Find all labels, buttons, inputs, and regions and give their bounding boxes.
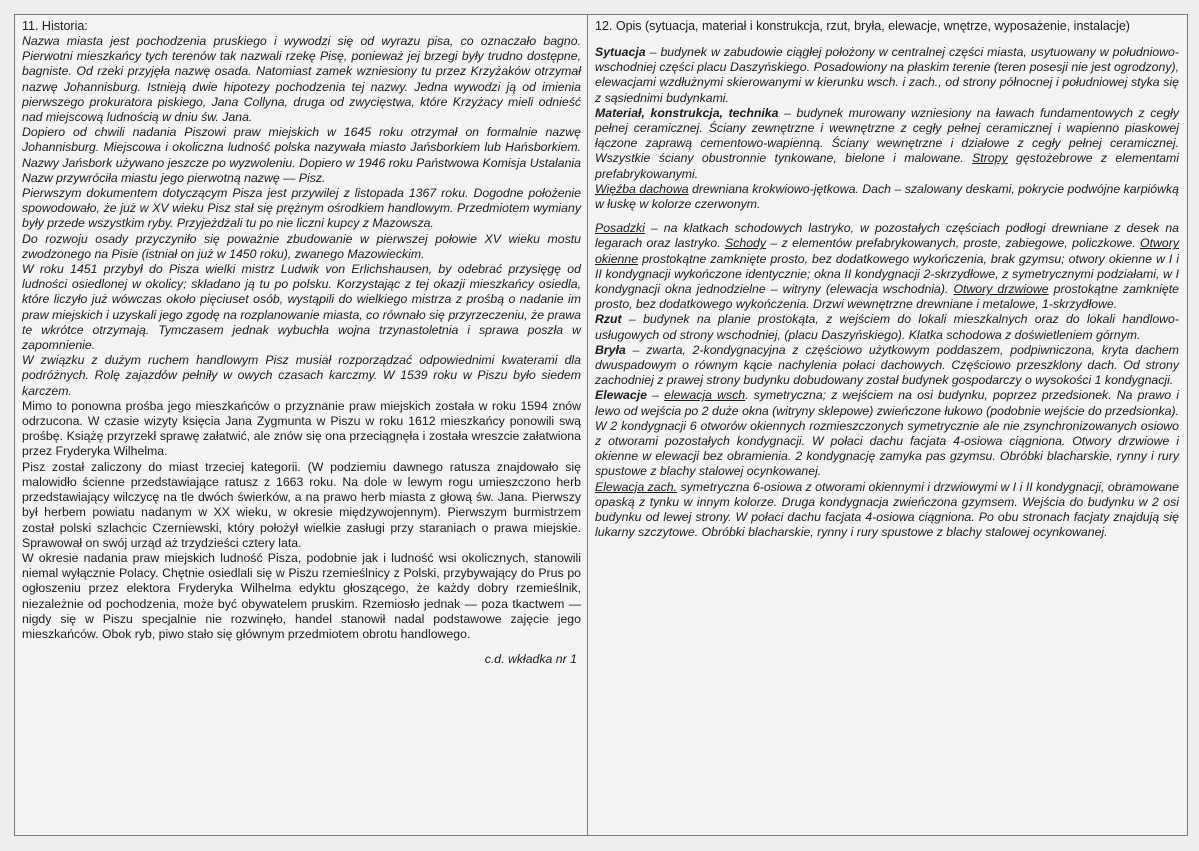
history-paragraph: W okresie nadania praw miejskich ludność Pisza, podobnie jak i ludność wsi okolicznych, stanowili niemal wyłącznie Polacy. Chętnie osiedlali się w Piszu rzemieślnicy z Polski, przybywający do Prus po ogłoszeniu przez elektora Fryderyka Wilhelma edyktu głoszącego, że każdy dobry rzemieślnik, niezależnie od pochodzenia, może być obywatelem pruskim. Rzemiosło jednak — poza tkactwem — nigdy się w Piszu specjalnie nie rozwinęło, handel stanowił nadal podstawowe zajęcie jego mieszkańców. Obok ryb, piwo stało się głównym przedmiotem obrotu handlowego.	[22, 550, 581, 641]
history-paragraph: W związku z dużym ruchem handlowym Pisz musiał rozporządzać odpowiednimi kwaterami dla podróżnych. Rolę zajazdów pełniły w owych czasach karczmy. W 1539 roku w Piszu było siedem karczem.	[22, 353, 581, 398]
door-openings-text: prostokątne zamknięte prosto, bez dodatkowego wykończenia. Drzwi wewnętrzne drewniane i metalowe, 1-skrzydłowe.	[595, 282, 1179, 312]
floors-text: – na klatkach schodowych lastryko, w pozostałych częściach podłogi drewniane z desek na legarach oraz lastryko.	[595, 221, 1179, 251]
facades-paragraph	[595, 388, 1179, 540]
history-paragraph: Do rozwoju osady przyczyniło się poważnie zbudowanie w pierwszej połowie XV wieku mostu zwodzonego na Pisie (istniał on już w 1450 roku), zwanego Mazowieckim.	[22, 231, 581, 261]
east-facade-text: . symetryczna; z wejściem na osi budynku, poprzez przedsionek. Na prawo i lewo od wejścia po 2 duże okna (witryny sklepowe) zwieńczone łukowo (podobnie wejście do przedsionka). W 2 kondygnacji 6 otworów okiennych rozmieszczonych symetrycznie ale nie zsynchronizowanych osiowo z otworami pozostałych kondygnacji. W połaci dachu facjata 4-osiowa ciągniona. Otwory drzwiowe i okienne w elewacji bez obramienia. 2 kondygnację zamyka pas gzymsu. Obróbki blacharskie, rynny i rury spustowe z blachy stalowej ocynkowanej.	[595, 388, 1179, 479]
history-paragraph: Nazwa miasta jest pochodzenia pruskiego i wywodzi się od wyrazu pisa, co oznaczało bagno. Pierwotni mieszkańcy tych terenów tak nazwali rzekę Pisę, ponieważ jej brzegi były trudno dostępne, bagniste. Od rzeki przyjęła nazwę osada. Natomiast zamek wzniesiony tu przez Krzyżaków otrzymał nazwę Johannisburg. Istnieją dwie hipotezy pochodzenia tej nazwy. Jedna wywodzi ją od imienia pierwszego prokuratora piskiego, Jana Collyna, druga od zwycięstwa, które Krzyżacy mieli odnieść nad miejscową ludnością w dniu św. Jana.	[22, 34, 581, 125]
description-column	[588, 15, 1187, 835]
plan-paragraph	[595, 312, 1179, 342]
situation-paragraph	[595, 45, 1179, 106]
window-openings-label: Otwory okienne	[595, 236, 1179, 266]
material-text: – budynek murowany wzniesiony na ławach fundamentowych z cegły pełnej ceramicznej. Ściany zewnętrzne i wewnętrzne z cegły pełnej ceramicznej i wapienno piaskowej łączone zaprawą cementowo-wapienną. Ściany wewnętrzne i działowe z cegły pełnej ceramicznej. Wszystkie ściany obustronnie tynkowane, bielone i malowane.	[595, 105, 1179, 166]
history-paragraph: W roku 1451 przybył do Pisza wielki mistrz Ludwik von Erlichshausen, by odebrać przysięgę od ludności osiedlonej w okolicy; składano ją tu po polsku. Korzystając z tej okazji mieszkańcy osiedla, które liczyło już wówczas około pięciuset osób, wystąpili do wielkiego mistrza z prośbą o nadanie im praw miejskich i uzyskali jego zgodę na rozplanowanie miasta, co równało się przyrzeczeniu, że prawa te wkrótce otrzymają. Tymczasem jednak wybuchła wojna trzynastoletnia i sprawa poszła w zapomnienie.	[22, 262, 581, 353]
floors-paragraph	[595, 221, 1179, 312]
material-paragraph	[595, 106, 1179, 212]
history-column	[15, 15, 588, 835]
ceilings-text: gęstożebrowe z elementami prefabrykowanymi.	[595, 151, 1179, 181]
window-openings-text: prostokątne zamknięte prosto, bez dodatkowego wykończenia, brak gzymsu; otwory okienne w I i II kondygnacji wykończone identycznie; okna II kondygnacji 2-skrzydłowe, z symetrycznymi podziałami, w I kondygnacji okna jednodzielne – witryny (elewacja wschodnia).	[595, 251, 1179, 297]
continuation-note: c.d. wkładka nr 1	[484, 652, 577, 667]
history-header: 11. Historia:	[22, 19, 88, 33]
ceilings-label: Stropy	[972, 151, 1008, 166]
form-sheet	[14, 14, 1188, 836]
facades-separator: –	[646, 388, 665, 403]
material-label: Materiał, konstrukcja, technika	[595, 105, 779, 120]
stairs-text: – z elementów prefabrykowanych, proste, zabiegowe, policzkowe.	[766, 236, 1141, 251]
west-facade-label: Elewacja zach.	[595, 479, 678, 494]
massing-text: – zwarta, 2-kondygnacyjna z częściowo użytkowym poddaszem, podpiwniczona, kryta dachem dwuspadowym o równym kącie nachylenia połaci dachowych. Częściowo przeszklony dach. Od strony zachodniej z prawej strony budynku dobudowany został budynek gospodarczy o wysokości 1 kondygnacji.	[595, 342, 1179, 388]
history-paragraph: Pierwszym dokumentem dotyczącym Pisza jest przywilej z listopada 1367 roku. Dogodne położenie spowodowało, że już w XV wieku Pisz stał się prężnym ośrodkiem handlowym. Przedmiotem wymiany były przede wszystkim ryby. Przyjeżdżali tu po nie liczni kupcy z Mazowsza.	[22, 186, 581, 231]
situation-text: – budynek w zabudowie ciągłej położony w centralnej części miasta, usytuowany w południowo-wschodniej części placu Daszyńskiego. Posadowiony na płaskim terenie (teren posesji nie jest ogrodzony), elewacjami wzdłużnymi skierowanymi w kierunku wsch. i zach., od strony północnej i południowej styka się z sąsiednimi budynkami.	[595, 45, 1179, 105]
history-paragraph: Dopiero od chwili nadania Piszowi praw miejskich w 1645 roku otrzymał on formalnie nazwę Johannisburg. Miejscowa i okoliczna ludność polska nazywała miasto Jańsborkiem lub Hańsborkiem. Nazwy Jańsbork używano jeszcze po wyzwoleniu. Dopiero w 1946 roku Państwowa Komisja Ustalania Nazw przywróciła miastu jego pierwotną nazwę — Pisz.	[22, 125, 581, 185]
plan-label: Rzut	[595, 312, 622, 327]
facades-label: Elewacje	[595, 388, 647, 403]
massing-label: Bryła	[595, 342, 626, 357]
east-facade-label: elewacja wsch	[664, 388, 746, 403]
floors-label: Posadzki	[595, 221, 645, 236]
stairs-label: Schody	[725, 236, 767, 251]
plan-text: – budynek na planie prostokąta, z wejściem do lokali mieszkalnych oraz do lokali handlowo-usługowych od strony wschodniej, (placu Daszyńskiego). Klatka schodowa z doświetleniem górnym.	[595, 312, 1179, 342]
description-header: 12. Opis (sytuacja, materiał i konstrukcja, rzut, bryła, elewacje, wnętrze, wyposażenie, instalacje)	[595, 19, 1130, 33]
history-paragraph: Mimo to ponowna prośba jego mieszkańców o przyznanie praw miejskich została w roku 1594 znów odrzucona. W czasie wizyty księcia Jana Zygmunta w Piszu w roku 1612 mieszkańcy ponowili swą prośbę. Książę przyrzekł sprawę załatwić, ale znów się ona przeciągnęła i została wreszcie załatwiona przez Fryderyka Wilhelma.	[22, 398, 581, 459]
roof-truss-text: drewniana krokwiowo-jętkowa. Dach – szalowany deskami, pokrycie podwójne karpiówką w łuskę w kolorze czerwonym.	[595, 181, 1179, 212]
situation-label: Sytuacja	[595, 45, 646, 59]
door-openings-label: Otwory drzwiowe	[953, 282, 1049, 297]
west-facade-text: symetryczna 6-osiowa z otworami okiennymi i drzwiowymi w I i II kondygnacji, obramowane opaską z tynku w innym kolorze. Druga kondygnacja zwieńczona gzymsem. Wejścia do budynku w 2 osi budynku od lewej strony. W połaci dachu facjata 4-osiowa ciągniona. Po obu stronach facjaty znajdują się lukarny szczytowe. Obróbki blacharskie, rynny i rury spustowe z blachy stalowej ocynkowanej.	[595, 479, 1179, 540]
massing-paragraph	[595, 343, 1179, 389]
roof-truss-label: Więźba dachowa	[595, 181, 689, 196]
history-paragraph: Pisz został zaliczony do miast trzeciej kategorii. (W podziemiu dawnego ratusza znajdowało się malowidło ścienne przedstawiające ratusz z 1663 roku. Na dole w lewym rogu umieszczono herb przedstawiający wilczycę na tle dwóch świerków, a na prawo herb miasta z głową św. Jana. Pierwszy był herbem powiatu nadanym w XX wieku, w okresie międzywojennym). Pierwszym burmistrzem został polski szlachcic Czerniewski, który położył wielkie zasługi przy staraniach o prawa miejskie. Sprawował on swój urząd aż trzydzieści cztery lata.	[22, 459, 581, 550]
